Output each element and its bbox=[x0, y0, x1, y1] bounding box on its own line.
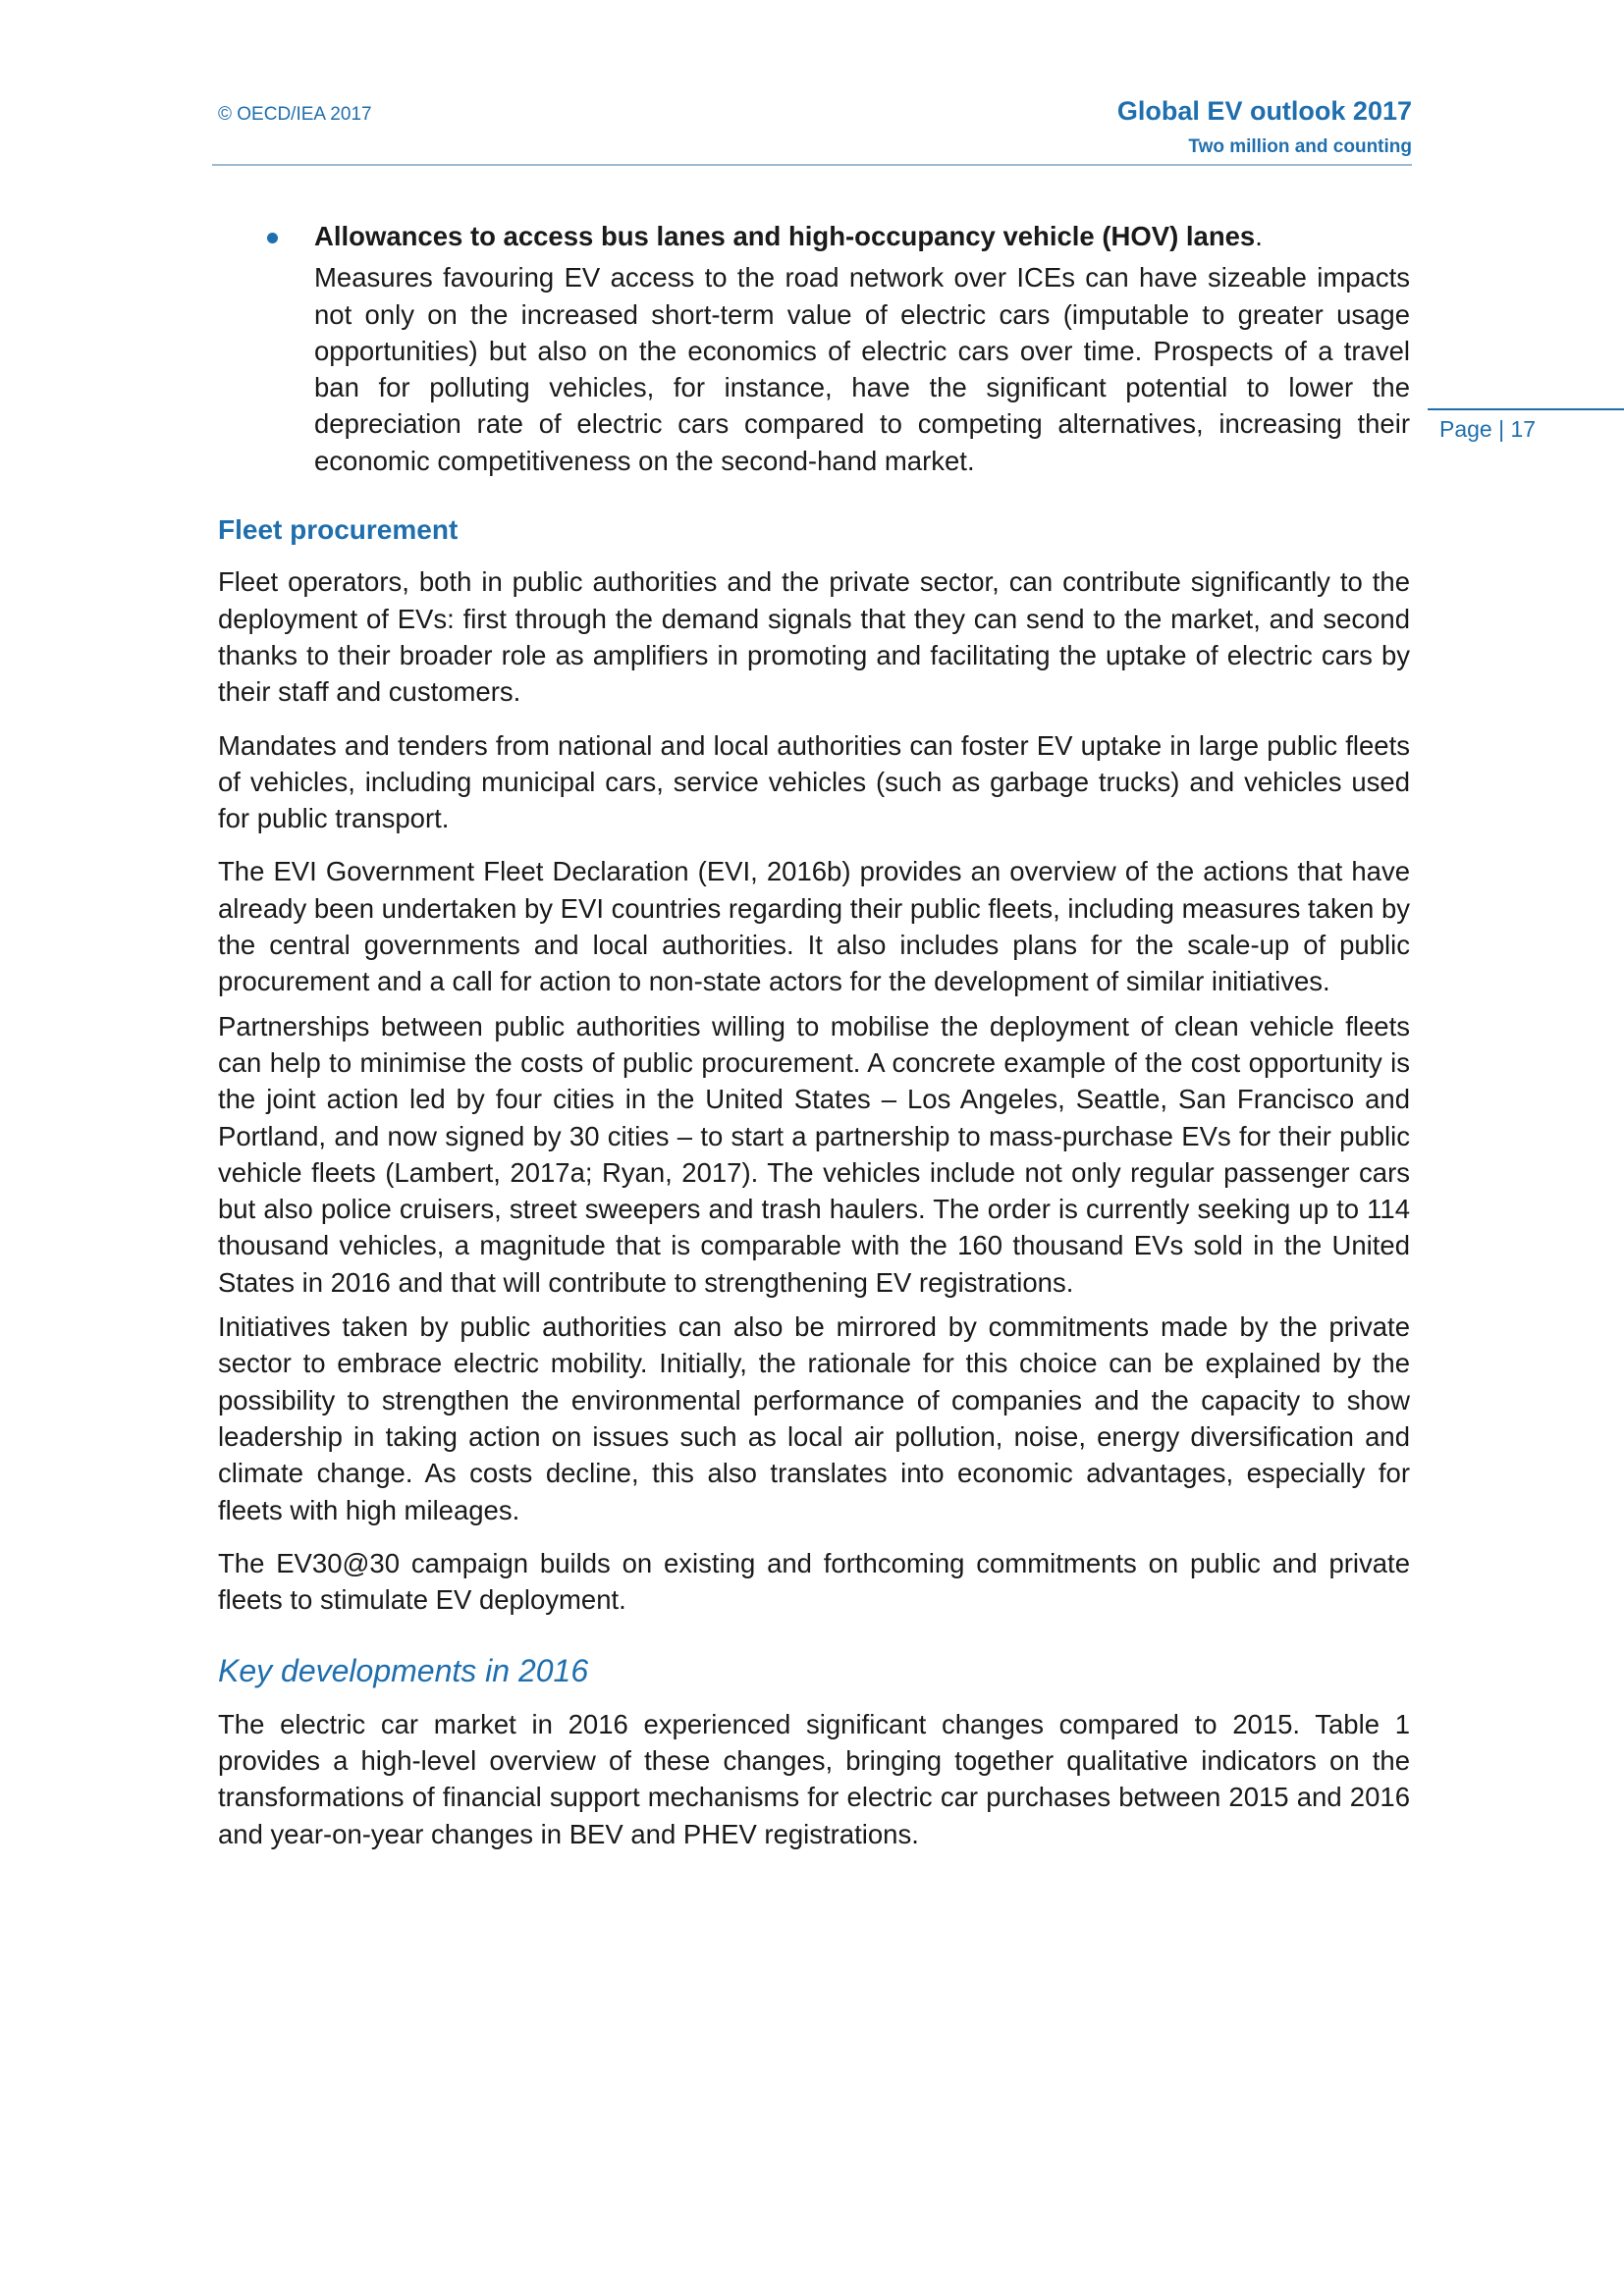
fleet-paragraph-4: Partnerships between public authorities willing to mobilise the deployment of clean vehicle fleets can help to minimise the costs of public procurement. A concrete example of the cost opportunity is the joint action led by four cities in the United States – Los Angeles, Seattle, San Francisco and Portland, and now signed by 30 cities – to start a partnership to mass-purchase EVs for their public vehicle fleets (Lambert, 2017a; Ryan, 2017). The vehicles include not only regular passenger cars but also police cruisers, street sweepers and trash haulers. The order is currently seeking up to 114 thousand vehicles, a magnitude that is comparable with the 160 thousand EVs sold in the United States in 2016 and that will contribute to strengthening EV registrations. bbox=[218, 1010, 1410, 1298]
page-number: Page | 17 bbox=[1439, 416, 1537, 442]
fleet-paragraph-1: Fleet operators, both in public authorities and the private sector, can contribute significantly to the deployment of EVs: first through the demand signals that they can send to the market, and second thanks to their broader role as amplifiers in promoting and facilitating the uptake of electric cars by their staff and customers. bbox=[218, 566, 1410, 708]
report-subtitle: Two million and counting bbox=[1188, 136, 1412, 157]
fleet-paragraph-6: The EV30@30 campaign builds on existing and forthcoming commitments on public and private fleets to stimulate EV deployment. bbox=[218, 1547, 1410, 1616]
page-content bbox=[218, 218, 1410, 1869]
bullet-heading bbox=[314, 218, 1410, 254]
header-divider bbox=[212, 164, 1412, 166]
page-marker-rule bbox=[1428, 408, 1624, 410]
key-developments-paragraph: The electric car market in 2016 experienced significant changes compared to 2015. Table 1 provides a high-level overview of these changes, bringing together qualitative indicators on the transformations of financial support mechanisms for electric car purchases between 2015 and 2016 and year-on-year changes in BEV and PHEV registrations. bbox=[218, 1708, 1410, 1849]
fleet-procurement-heading: Fleet procurement bbox=[218, 514, 459, 546]
report-title: Global EV outlook 2017 bbox=[1116, 96, 1412, 126]
fleet-paragraph-3: The EVI Government Fleet Declaration (EVI, 2016b) provides an overview of the actions that have already been undertaken by EVI countries regarding their public fleets, including measures taken by the central governments and local authorities. It also includes plans for the scale-up of public procurement and a call for action to non-state actors for the development of similar initiatives. bbox=[218, 856, 1410, 997]
bullet-heading-text: Allowances to access bus lanes and high-occupancy vehicle (HOV) lanes bbox=[314, 221, 1256, 251]
bullet-body: Measures favouring EV access to the road network over ICEs can have sizeable impacts not only on the increased short-term value of electric cars (imputable to greater usage opportunities) but also on the economics of electric cars over time. Prospects of a travel ban for polluting vehicles, for instance, have the significant potential to lower the depreciation rate of electric cars compared to competing alternatives, increasing their economic competitiveness on the second-hand market. bbox=[314, 262, 1410, 476]
key-developments-heading: Key developments in 2016 bbox=[218, 1653, 589, 1689]
fleet-paragraph-5: Initiatives taken by public authorities can also be mirrored by commitments made by the private sector to embrace electric mobility. Initially, the rationale for this choice can be explained by the possibility to strengthen the environmental performance of companies and the capacity to show leadership in taking action on issues such as local air pollution, noise, energy diversification and climate change. As costs decline, this also translates into economic advantages, especially for fleets with high mileages. bbox=[218, 1311, 1410, 1525]
fleet-paragraph-2: Mandates and tenders from national and local authorities can foster EV uptake in large public fleets of vehicles, including municipal cars, service vehicles (such as garbage trucks) and vehicles used for public transport. bbox=[218, 729, 1410, 834]
bullet-dot-icon bbox=[267, 233, 278, 243]
bullet-heading-period: . bbox=[1255, 221, 1263, 251]
bullet-item bbox=[218, 218, 1410, 479]
copyright-notice: © OECD/IEA 2017 bbox=[218, 104, 372, 125]
